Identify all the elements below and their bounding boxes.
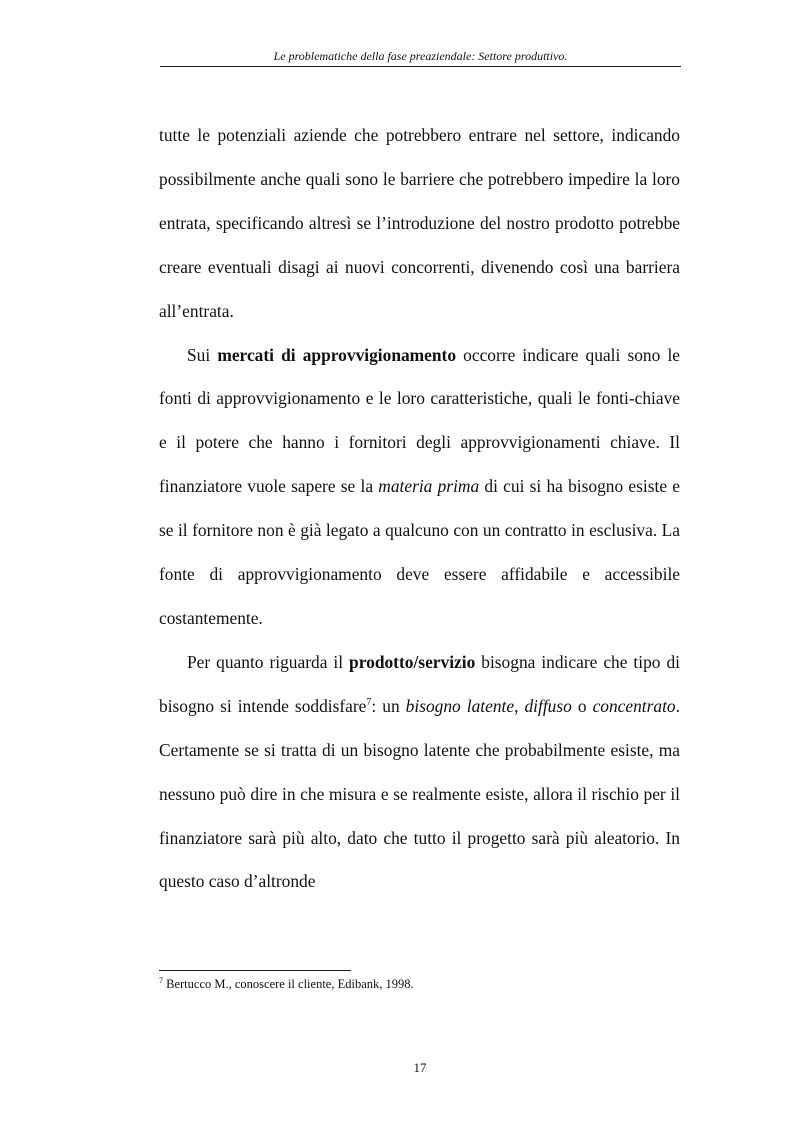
footnote-reference[interactable]: 7 bbox=[366, 696, 372, 708]
page-number: 17 bbox=[413, 1060, 427, 1075]
footnote bbox=[159, 976, 680, 992]
paragraph-3-text-5: o bbox=[571, 695, 593, 716]
paragraph-3-italic-latente: bisogno latente bbox=[405, 695, 515, 716]
paragraph-2-text-3: di cui si ha bisogno esiste e se il fornitore non è già legato a qualcuno con un contratto in esclusiva. La fonte di approvvigionamento deve essere affidabile e accessibile bbox=[159, 476, 680, 585]
footnote-rule bbox=[159, 970, 351, 971]
paragraph-3-text-1: Per quanto riguarda il bbox=[187, 651, 350, 672]
footnote-text: Bertucco M., conoscere il cliente, Edibank, 1998. bbox=[163, 977, 414, 991]
paragraph-2-bold-term: mercati di approvvigionamento bbox=[217, 344, 457, 365]
paragraph-2-last-line: costantemente. bbox=[159, 607, 263, 628]
paragraph-3-italic-concentrato: concentrato bbox=[592, 695, 676, 716]
body-text bbox=[159, 114, 680, 904]
paragraph-3-text-6: . Certamente se si tratta di un bisogno latente che probabilmente esiste, ma nessuno può dire in che misura e se realmente esiste, allora il rischio per il finanziatore sarà più alto, dato che tutto il progetto sarà più aleatorio. In questo caso d’altronde bbox=[159, 695, 680, 892]
paragraph-3 bbox=[159, 641, 680, 904]
paragraph-2-text-1: Sui bbox=[187, 344, 218, 365]
paragraph-3-italic-diffuso: diffuso bbox=[524, 695, 572, 716]
footnote-number: 7 bbox=[159, 976, 163, 985]
paragraph-3-bold-term: prodotto/servizio bbox=[349, 651, 476, 672]
paragraph-1: tutte le potenziali aziende che potrebbero entrare nel settore, indicando possibilmente anche quali sono le barriere che potrebbero impedire la loro entrata, specificando altresì se l’introduzione del nostro prodotto potrebbe creare eventuali disagi ai nuovi concorrenti, divenendo così una barriera all’entrata. bbox=[159, 125, 680, 321]
paragraph-3-text-3: : un bbox=[371, 695, 406, 716]
paragraph-3-text-4: , bbox=[514, 695, 525, 716]
paragraph-2 bbox=[159, 334, 680, 641]
paragraph-3-text-2: bisogna indicare che tipo di bisogno si intende soddisfare bbox=[159, 651, 680, 716]
running-header: Le problematiche della fase preaziendale: Settore produttivo. bbox=[273, 49, 568, 63]
header-rule bbox=[160, 66, 681, 67]
paragraph-2-italic-term: materia prima bbox=[378, 476, 480, 497]
paragraph-2-main bbox=[159, 334, 680, 597]
paragraph-2-text-2: occorre indicare quali sono le fonti di approvvigionamento e le loro caratteristiche, quali le fonti-chiave e il potere che hanno i fornitori degli approvvigionamenti chiave. Il finanziatore vuole sapere se la bbox=[159, 344, 680, 497]
